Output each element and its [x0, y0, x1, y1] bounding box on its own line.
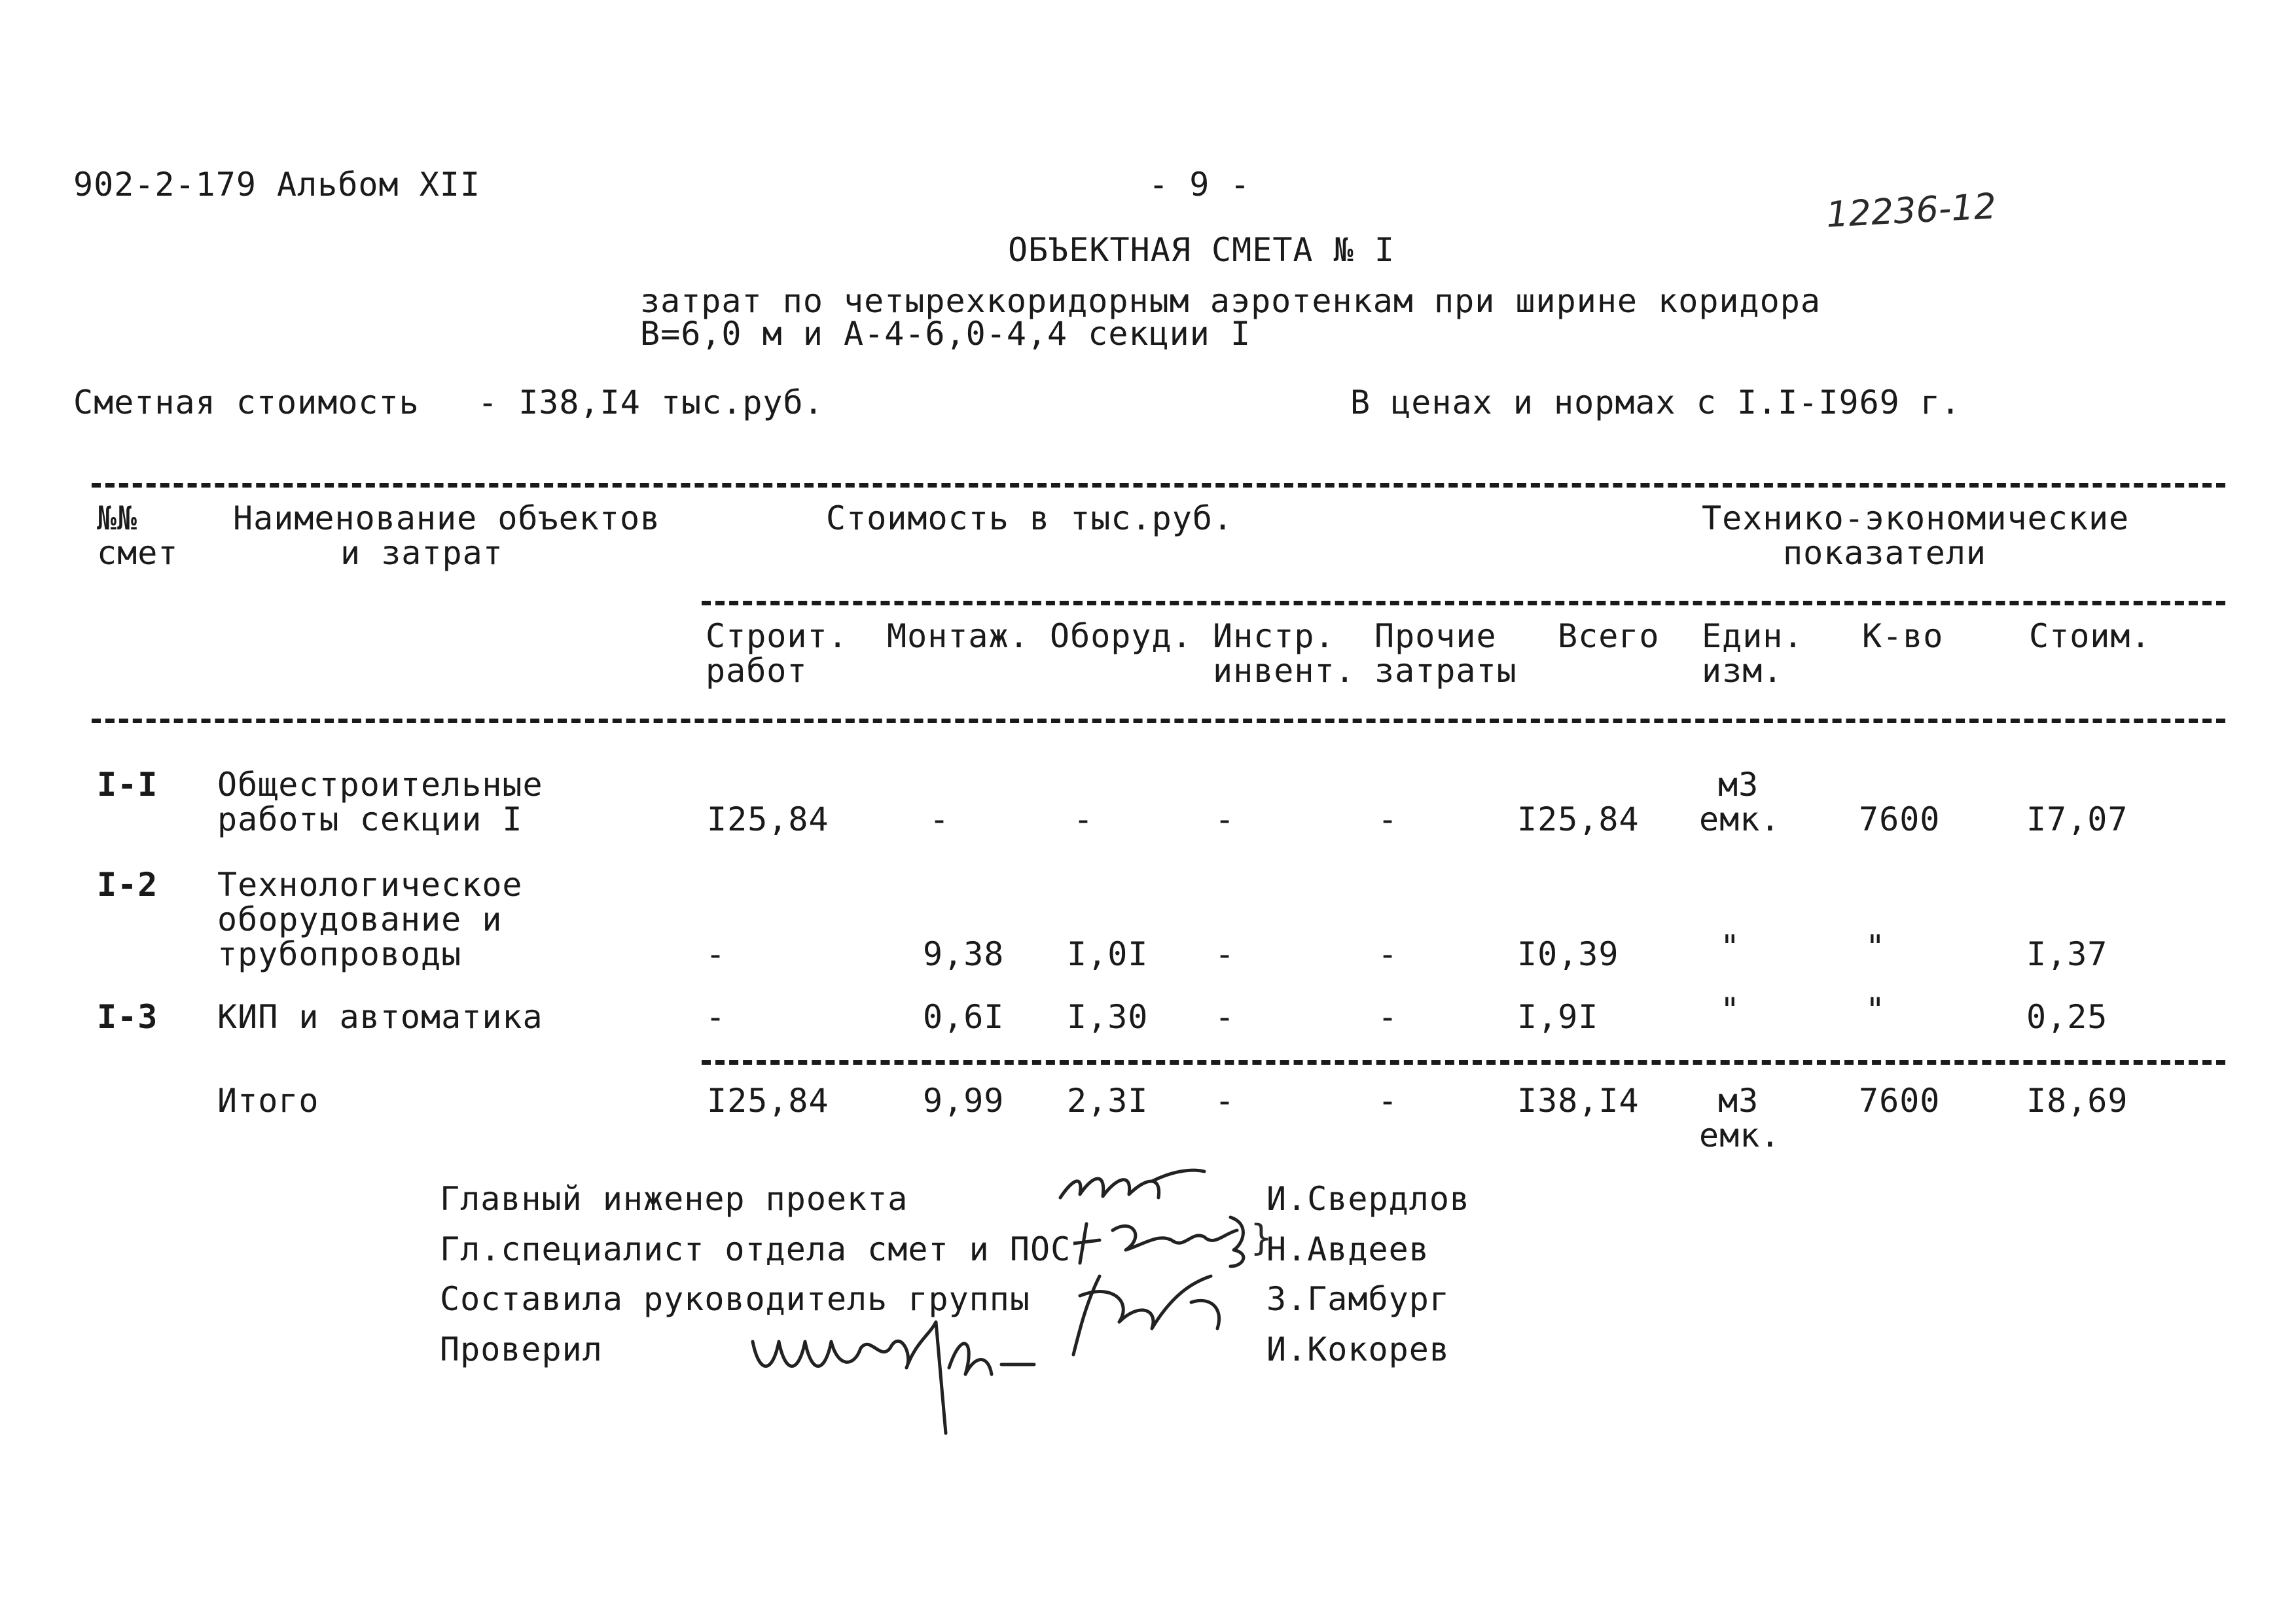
- row-equip: -: [1073, 800, 1094, 838]
- header-build-line2: работ: [706, 652, 808, 690]
- estimate-subtitle-line1: затрат по четырехкоридорным аэротенкам при ширине коридора: [640, 282, 1821, 320]
- header-instr-line1: Инстр.: [1213, 617, 1335, 655]
- handwritten-archive-number: 12236-12: [1825, 185, 1998, 236]
- totals-unit-line: емк.: [1699, 1116, 1781, 1154]
- header-total: Всего: [1558, 617, 1660, 655]
- page-number: - 9 -: [1149, 166, 1251, 204]
- cost-label: Сметная стоимость: [73, 383, 420, 421]
- header-unit-line2: изм.: [1702, 652, 1784, 690]
- row-mount: -: [929, 800, 950, 838]
- header-other-line2: затраты: [1374, 652, 1517, 690]
- header-num-line2: смет: [97, 534, 179, 572]
- signature-name: З.Гамбург: [1266, 1280, 1450, 1318]
- row-unit-line: ": [1720, 991, 1741, 1029]
- totals-unit-cost: I8,69: [2026, 1082, 2128, 1120]
- row-equip: I,0I: [1067, 935, 1149, 973]
- bracket-mark: }: [1250, 1217, 1273, 1258]
- table-header-bottom-rule: [92, 719, 2225, 723]
- totals-total: I38,I4: [1517, 1082, 1640, 1120]
- prices-note: В ценах и нормах с I.I-I969 г.: [1350, 383, 1962, 421]
- estimate-subtitle-line2: В=6,0 м и А-4-6,0-4,4 секции I: [640, 315, 1251, 353]
- signature-role: Проверил: [440, 1330, 603, 1368]
- signature-role: Составила руководитель группы: [440, 1280, 1030, 1318]
- header-num-line1: №№: [97, 499, 138, 537]
- totals-label: Итого: [217, 1082, 319, 1120]
- header-tech-group-line1: Технико-экономические: [1702, 499, 2130, 537]
- header-qty: К-во: [1862, 617, 1944, 655]
- totals-instr: -: [1215, 1082, 1236, 1120]
- row-mount: 9,38: [923, 935, 1005, 973]
- row-unit-cost: I7,07: [2026, 800, 2128, 838]
- row-name-line: работы секции I: [217, 800, 523, 838]
- totals-rule: [702, 1060, 2225, 1065]
- row-qty: ": [1865, 928, 1886, 966]
- header-tech-group-line2: показатели: [1783, 534, 1987, 572]
- totals-build: I25,84: [707, 1082, 829, 1120]
- header-unit-line1: Един.: [1702, 617, 1804, 655]
- row-name-line: Общестроительные: [217, 766, 543, 804]
- row-build: I25,84: [707, 800, 829, 838]
- row-total: I25,84: [1517, 800, 1640, 838]
- totals-other: -: [1378, 1082, 1399, 1120]
- row-unit-cost: 0,25: [2026, 998, 2108, 1036]
- row-qty: ": [1865, 991, 1886, 1029]
- row-num: I-I: [97, 766, 158, 804]
- cost-value: - I38,I4 тыс.руб.: [478, 383, 824, 421]
- row-name-line: трубопроводы: [217, 935, 462, 973]
- row-name-line: КИП и автоматика: [217, 998, 543, 1036]
- row-instr: -: [1215, 998, 1236, 1036]
- row-num: I-3: [97, 998, 158, 1036]
- header-unit-cost: Стоим.: [2029, 617, 2151, 655]
- header-mount: Монтаж.: [887, 617, 1030, 655]
- totals-qty: 7600: [1859, 1082, 1941, 1120]
- signature-name: Н.Авдеев: [1266, 1230, 1429, 1268]
- row-instr: -: [1215, 935, 1236, 973]
- row-build: -: [706, 998, 726, 1036]
- header-equip: Оборуд.: [1050, 617, 1193, 655]
- estimate-heading: ОБЪЕКТНАЯ СМЕТА № I: [1008, 231, 1395, 269]
- signature-role: Гл.специалист отдела смет и ПОС: [440, 1230, 1071, 1268]
- row-other: -: [1378, 800, 1399, 838]
- row-mount: 0,6I: [923, 998, 1005, 1036]
- row-total: I,9I: [1517, 998, 1599, 1036]
- row-build: -: [706, 935, 726, 973]
- signature-name: И.Свердлов: [1266, 1180, 1471, 1218]
- signature-scribble-1: [1054, 1158, 1217, 1217]
- totals-mount: 9,99: [923, 1082, 1005, 1120]
- signature-scribble-4: [740, 1302, 1047, 1440]
- header-name-line2: и затрат: [340, 534, 503, 572]
- table-top-rule: [92, 483, 2225, 488]
- row-other: -: [1378, 998, 1399, 1036]
- totals-unit-line: м3: [1718, 1082, 1759, 1120]
- row-unit-line: емк.: [1699, 800, 1781, 838]
- header-build-line1: Строит.: [706, 617, 848, 655]
- signature-scribble-3: [1060, 1263, 1230, 1361]
- row-name-line: Технологическое: [217, 866, 523, 904]
- header-instr-line2: инвент.: [1213, 652, 1355, 690]
- row-unit-cost: I,37: [2026, 935, 2108, 973]
- table-subheader-rule: [702, 601, 2225, 605]
- signature-name: И.Кокорев: [1266, 1330, 1450, 1368]
- row-instr: -: [1215, 800, 1236, 838]
- row-name-line: оборудование и: [217, 901, 503, 938]
- row-num: I-2: [97, 866, 158, 904]
- document-code: 902-2-179 Альбом XII: [73, 166, 481, 204]
- header-other-line1: Прочие: [1374, 617, 1497, 655]
- row-equip: I,30: [1067, 998, 1149, 1036]
- signature-role: Главный инженер проекта: [440, 1180, 908, 1218]
- row-unit-line: ": [1720, 928, 1741, 966]
- row-unit-line: м3: [1718, 766, 1759, 804]
- row-qty: 7600: [1859, 800, 1941, 838]
- row-other: -: [1378, 935, 1399, 973]
- header-name-line1: Наименование объектов: [233, 499, 661, 537]
- totals-equip: 2,3I: [1067, 1082, 1149, 1120]
- row-total: I0,39: [1517, 935, 1619, 973]
- header-cost-group: Стоимость в тыс.руб.: [826, 499, 1234, 537]
